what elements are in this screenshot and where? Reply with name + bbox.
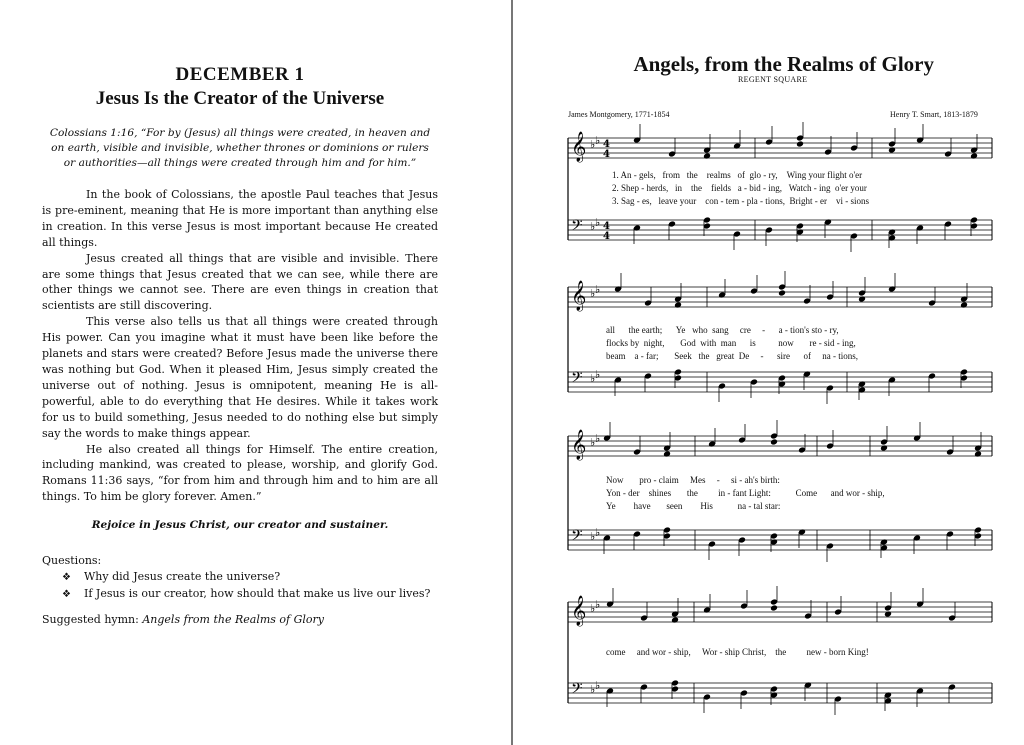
lyric-line: all the earth; Ye who sang cre - a - tion's sto - ry, (606, 325, 839, 335)
lyric-line: Now pro - claim Mes - si - ah's birth: (606, 475, 780, 485)
bass-clef-icon: 𝄢 (571, 680, 583, 701)
time-signature: 4 (603, 149, 610, 160)
paragraph: Jesus created all things that are visible and invisible. There are some things that Jesus created that we can see, while there are other things we cannot see. There are even things in creation that scientists are still discovering. (42, 251, 438, 313)
question-item: ❖ Why did Jesus create the universe? (62, 569, 438, 586)
diamond-bullet-icon: ❖ (62, 589, 71, 601)
bass-clef-icon: 𝄢 (571, 527, 583, 548)
note-head (671, 617, 679, 624)
lyric-line: come and wor - ship, Wor - ship Christ, the new - born King! (606, 647, 869, 657)
note-head (884, 611, 892, 618)
bass-clef-icon: 𝄢 (571, 217, 583, 238)
note-head (770, 439, 778, 446)
note-head (970, 153, 978, 160)
suggested-hymn-name: Angels from the Realms of Glory (142, 613, 325, 627)
note-head (703, 153, 711, 160)
flat-icon: ♭ (590, 530, 596, 543)
lyric-line: 2. Shep - herds, in the fields a - bid - ing, Watch - ing o'er your (612, 183, 867, 193)
devotion-page (42, 64, 438, 626)
lyric-line: 1. An - gels, from the realms of glo - ry, Wing your flight o'er (612, 170, 863, 180)
hymn-page (512, 0, 1024, 745)
devotion-body (42, 187, 438, 505)
lyric-line: flocks by night, God with man is now re - sid - ing, (606, 338, 856, 348)
flat-icon: ♭ (590, 138, 596, 151)
flat-icon: ♭ (595, 526, 601, 539)
hymn-title: Angels, from the Realms of Glory (633, 52, 934, 76)
music-score (512, 0, 1024, 745)
devotion-date: DECEMBER 1 (175, 64, 305, 85)
note-head (880, 445, 888, 452)
lyric-line: 3. Sag - es, leave your con - tem - pla - tions, Bright - er vi - sions (612, 196, 869, 206)
flat-icon: ♭ (595, 134, 601, 147)
note-head (960, 302, 968, 309)
flat-icon: ♭ (595, 216, 601, 229)
treble-clef-icon: 𝄞 (571, 430, 587, 460)
bass-clef-icon: 𝄢 (571, 369, 583, 390)
time-signature: 4 (603, 221, 610, 232)
tune-name: REGENT SQUARE (738, 75, 808, 84)
note-head (770, 605, 778, 612)
scripture-verse: Colossians 1:16, “For by (Jesus) all things were created, in heaven and on earth, visible and invisible, whether thrones or dominions or rulers or authorities—all things were created through him and for him.” (49, 127, 431, 169)
devotion-title: Jesus Is the Creator of the Universe (95, 88, 385, 109)
note-head (674, 302, 682, 309)
composer-credit: Henry T. Smart, 1813-1879 (890, 110, 978, 119)
diamond-bullet-icon: ❖ (62, 572, 71, 584)
paragraph: In the book of Colossians, the apostle Paul teaches that Jesus is pre-eminent, meaning that He is more important than anything else in creation. In this verse Jesus is most important because He created all things. (42, 188, 438, 249)
suggested-hymn-label: Suggested hymn: (42, 613, 143, 627)
closing-statement: Rejoice in Jesus Christ, our creator and sustainer. (91, 519, 389, 532)
flat-icon: ♭ (595, 598, 601, 611)
treble-clef-icon: 𝄞 (571, 281, 587, 311)
time-signature: 4 (603, 231, 610, 242)
note-head (974, 451, 982, 458)
note-head (888, 147, 896, 154)
flat-icon: ♭ (590, 287, 596, 300)
flat-icon: ♭ (595, 679, 601, 692)
flat-icon: ♭ (590, 683, 596, 696)
questions-label: Questions: (42, 554, 102, 568)
question-item: ❖ If Jesus is our creator, how should that make us live our lives? (62, 586, 438, 603)
note-head (796, 141, 804, 148)
time-signature: 4 (603, 139, 610, 150)
flat-icon: ♭ (590, 220, 596, 233)
paragraph: He also created all things for Himself. The entire creation, including mankind, was created to please, worship, and glorify God. Romans 11:36 says, “for from him and through him and to him are all things. To him be glory forever. Amen.” (42, 442, 438, 504)
treble-clef-icon: 𝄞 (571, 132, 587, 162)
flat-icon: ♭ (590, 372, 596, 385)
note-head (663, 451, 671, 458)
flat-icon: ♭ (590, 602, 596, 615)
suggested-hymn (42, 613, 438, 626)
lyric-line: beam a - far; Seek the great De - sire of na - tions, (606, 351, 858, 361)
treble-clef-icon: 𝄞 (571, 596, 587, 626)
note-head (858, 296, 866, 303)
flat-icon: ♭ (590, 436, 596, 449)
lyric-line: Yon - der shines the in - fant Light: Come and wor - ship, (606, 488, 885, 498)
flat-icon: ♭ (595, 432, 601, 445)
lyricist-credit: James Montgomery, 1771-1854 (568, 110, 670, 119)
paragraph: This verse also tells us that all things were created through His power. Can you imagine what it must have been like before the planets and stars were created? Before Jesus made the universe there was nothing but God. When it pleased Him, Jesus simply created the universe out of nothing. Jesus is omnipotent, meaning He is all-powerful, able to do everything that He desires. While it takes work for us to build something, Jesus needed to do nothing else but simply say the words to make things appear. (42, 315, 438, 440)
lyric-line: Ye have seen His na - tal star: (606, 501, 781, 511)
questions-section (42, 553, 438, 603)
note-head (778, 290, 786, 297)
flat-icon: ♭ (595, 368, 601, 381)
flat-icon: ♭ (595, 283, 601, 296)
